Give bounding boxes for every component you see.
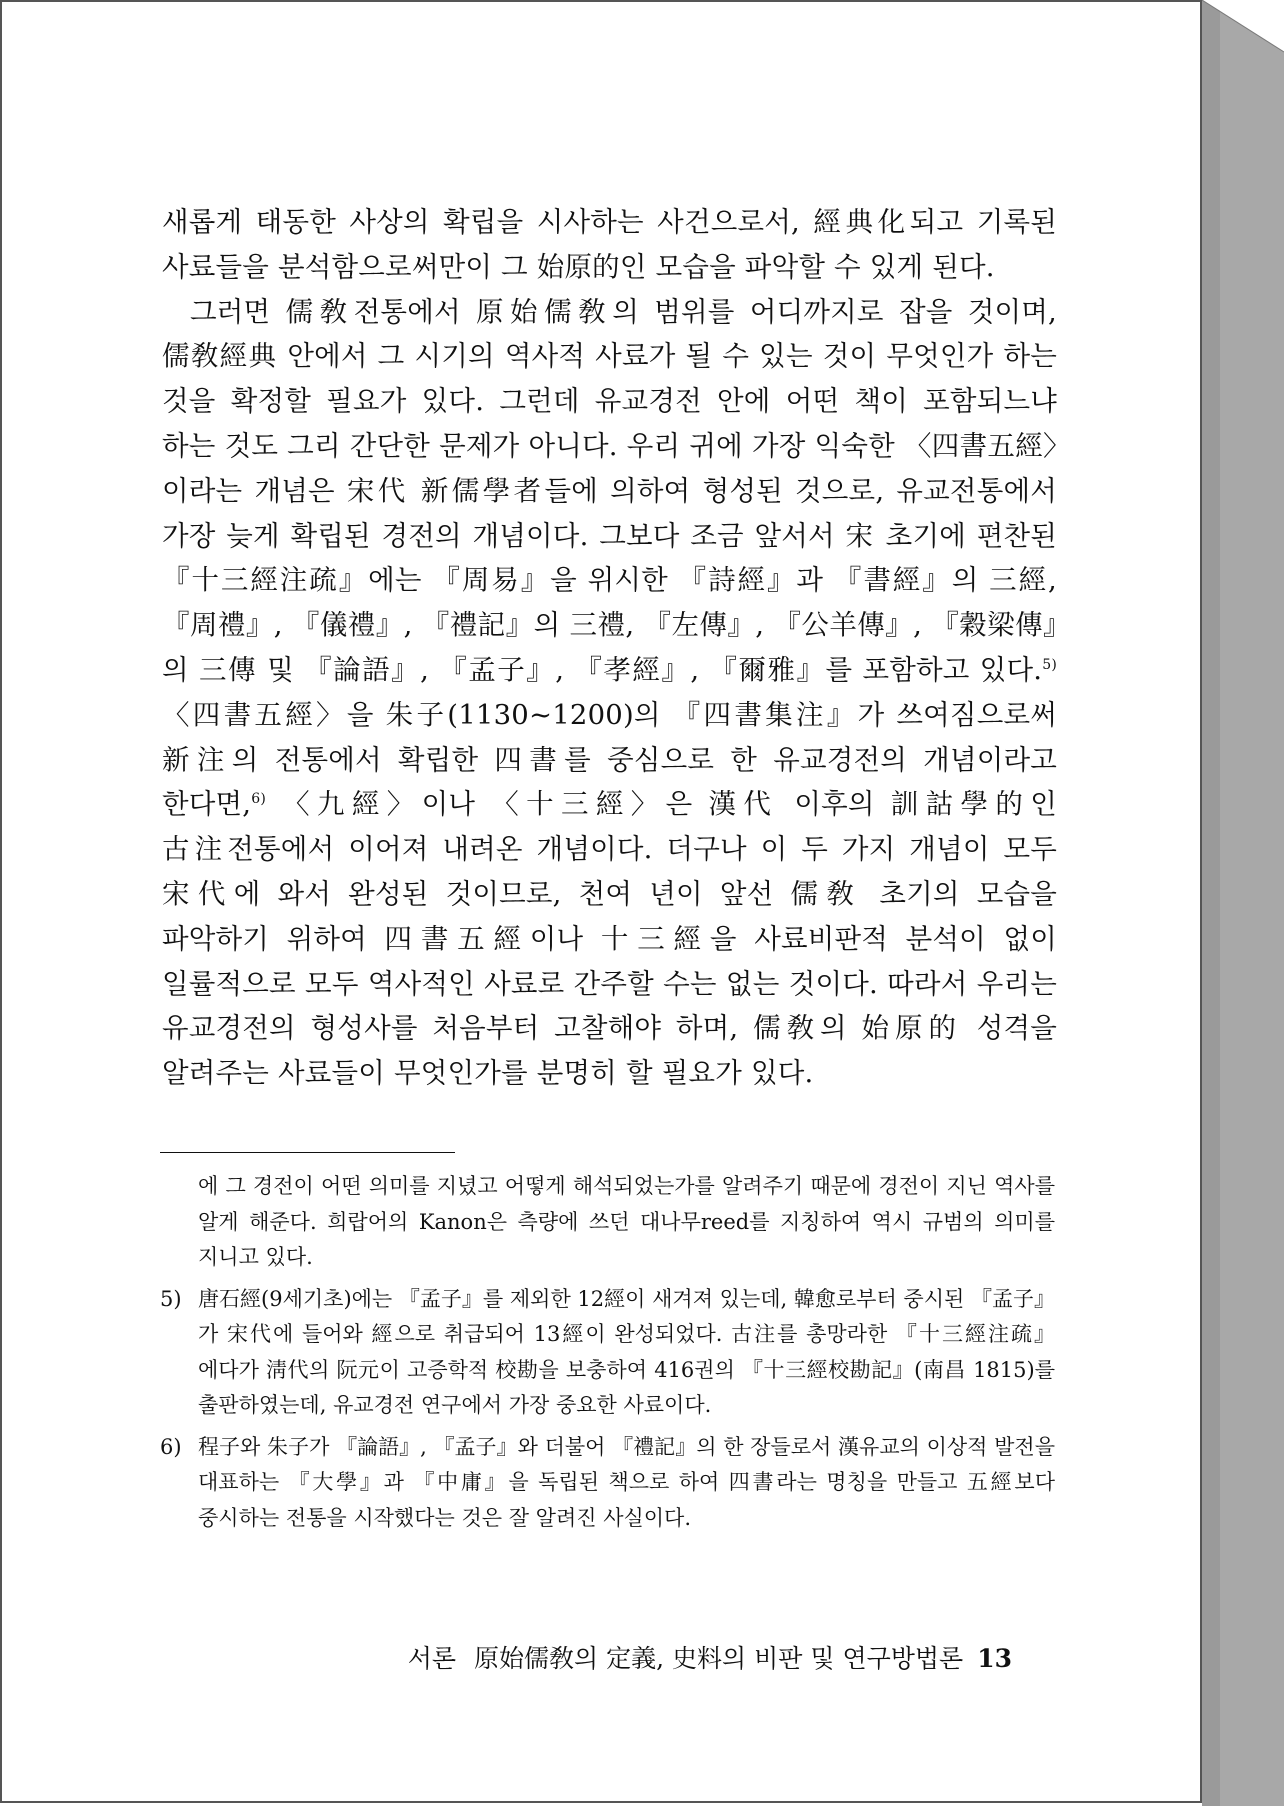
paragraph-1: 새롭게 태동한 사상의 확립을 시사하는 사건으로서, 經典化되고 기록된 사료들을 분석함으로써만이 그 始原的인 모습을 파악할 수 있게 된다.: [162, 206, 1057, 283]
footnote-5-number: 5): [160, 1286, 182, 1311]
running-footer: [402, 1639, 1012, 1679]
footnote-continuation: 에 그 경전이 어떤 의미를 지녔고 어떻게 해석되었는가를 알려주기 때문에 경전이 지닌 역사를 알게 해준다. 희랍어의 Kanon은 측량에 쓰던 대나무reed를 지칭하여 역시 규범의 의미를 지니고 있다.: [198, 1174, 1055, 1269]
footnote-6-text: 程子와 朱子가 『論語』, 『孟子』와 더불어 『禮記』의 한 장들로서 漢유교의 이상적 발전을 대표하는 『大學』과 『中庸』을 독립된 책으로 하여 四書라는 명칭을 만들고 五經보다 중시하는 전통을 시작했다는 것은 잘 알려진 사실이다.: [198, 1434, 1055, 1530]
footnote-divider: [160, 1152, 455, 1153]
paragraph-2-part-b: 〈四書五經〉을 朱子(1130~1200)의 『四書集注』가 쓰여짐으로써 新注의 전통에서 확립한 四書를 중심으로 한 유교경전의 개념이라고 한다면,: [162, 698, 1057, 821]
footnote-ref-6[interactable]: 6): [251, 791, 267, 808]
book-page-edge: [1202, 0, 1284, 1806]
footnote-6-number: 6): [160, 1434, 182, 1459]
footer-section: 서론: [407, 1644, 457, 1673]
page-edge-shadow-graphic: [1202, 0, 1284, 1806]
footnote-ref-5[interactable]: 5): [1042, 656, 1057, 673]
paragraph-2-part-c: 〈九經〉이나 〈十三經〉은 漢代 이후의 訓詁學的인 古注전통에서 이어져 내려온 개념이다. 더구나 이 두 가지 개념이 모두 宋代에 와서 완성된 것이므로, 천여 년이 앞선 儒敎 초기의 모습을 파악하기 위하여 四書五經이나 十三經을 사료비판적 분석이 없이 일률적으로 모두 역사적인 사료로 간주할 수는 없는 것이다. 따라서 우리는 유교경전의 형성사를 처음부터 고찰해야 하며, 儒敎의 始原的 성격을 알려주는 사료들이 무엇인가를 분명히 할 필요가 있다.: [162, 788, 1057, 1090]
footnotes: [160, 1169, 1055, 1542]
page-number: 13: [977, 1644, 1012, 1673]
body-text: [162, 200, 1057, 1096]
paragraph-2-part-a: 그러면 儒敎전통에서 原始儒敎의 범위를 어디까지로 잡을 것이며, 儒敎經典 안에서 그 시기의 역사적 사료가 될 수 있는 것이 무엇인가 하는 것을 확정할 필요가 있다. 그런데 유교경전 안에 어떤 책이 포함되느냐 하는 것도 그리 간단한 문제가 아니다. 우리 귀에 가장 익숙한 〈四書五經〉이라는 개념은 宋代 新儒學者들에 의하여 형성된 것으로, 유교전통에서 가장 늦게 확립된 경전의 개념이다. 그보다 조금 앞서서 宋 초기에 편찬된 『十三經注疏』에는 『周易』을 위시한 『詩經』과 『書經』의 三經, 『周禮』, 『儀禮』, 『禮記』의 三禮, 『左傳』, 『公羊傳』, 『穀梁傳』의 三傳 및 『論語』, 『孟子』, 『孝經』, 『爾雅』를 포함하고 있다.: [162, 295, 1057, 686]
footnote-6: [160, 1430, 1055, 1537]
footnote-5: [160, 1282, 1055, 1424]
paragraph-2: [162, 290, 1057, 1096]
footnote-5-text: 唐石經(9세기초)에는 『孟子』를 제외한 12經이 새겨져 있는데, 韓愈로부터 중시된 『孟子』가 宋代에 들어와 經으로 취급되어 13經이 완성되었다. 古注를 총망라한 『十三經注疏』에다가 淸代의 阮元이 고증학적 校勘을 보충하여 416권의 『十三經校勘記』(南昌 1815)를 출판하였는데, 유교경전 연구에서 가장 중요한 사료이다.: [198, 1286, 1055, 1417]
footer-title: 原始儒敎의 定義, 史料의 비판 및 연구방법론: [474, 1644, 964, 1673]
